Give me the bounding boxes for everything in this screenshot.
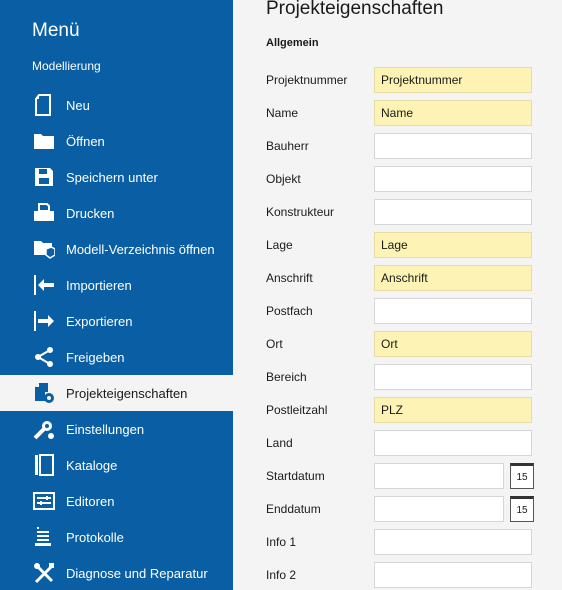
menu-item-label: Exportieren <box>66 313 133 329</box>
startdatum-input[interactable] <box>374 463 504 489</box>
page-title: Projekteigenschaften <box>266 0 444 19</box>
menu-item-modell-verzeichnis[interactable] <box>0 231 233 267</box>
field-label: Enddatum <box>266 502 321 516</box>
row-enddatum <box>233 496 562 522</box>
menu-item-einstellungen[interactable] <box>0 411 233 447</box>
row-bereich <box>233 364 562 390</box>
postfach-input[interactable] <box>374 298 532 324</box>
field-label: Startdatum <box>266 469 325 483</box>
row-name <box>233 100 562 126</box>
save-icon <box>32 165 56 189</box>
bauherr-input[interactable] <box>374 133 532 159</box>
info2-input[interactable] <box>374 562 532 588</box>
menu-item-exportieren[interactable] <box>0 303 233 339</box>
menu-item-label: Importieren <box>66 277 132 293</box>
folder-icon <box>32 129 56 153</box>
field-label: Anschrift <box>266 271 313 285</box>
bereich-input[interactable] <box>374 364 532 390</box>
row-info2 <box>233 562 562 588</box>
field-label: Projektnummer <box>266 73 348 87</box>
menu-item-label: Neu <box>66 97 90 113</box>
info1-input[interactable] <box>374 529 532 555</box>
menu-item-diagnose-reparatur[interactable] <box>0 555 233 590</box>
menu-title: Menü <box>32 20 80 41</box>
menu-subtitle: Modellierung <box>32 59 101 73</box>
menu-item-label: Einstellungen <box>66 421 145 437</box>
import-icon <box>32 273 56 297</box>
menu-item-projekteigenschaften[interactable] <box>0 375 233 411</box>
row-land <box>233 430 562 456</box>
section-title: Allgemein <box>266 37 319 49</box>
ort-input[interactable] <box>374 331 532 357</box>
folder-model-icon <box>32 237 56 261</box>
enddatum-input[interactable] <box>374 496 504 522</box>
menu-item-speichern-unter[interactable] <box>0 159 233 195</box>
row-bauherr <box>233 133 562 159</box>
field-label: Objekt <box>266 172 301 186</box>
name-input[interactable] <box>374 100 532 126</box>
field-label: Ort <box>266 337 283 351</box>
field-label: Info 2 <box>266 568 297 582</box>
settings-icon <box>32 417 56 441</box>
objekt-input[interactable] <box>374 166 532 192</box>
field-label: Land <box>266 436 293 450</box>
menu-item-importieren[interactable] <box>0 267 233 303</box>
projektnummer-input[interactable] <box>374 67 532 93</box>
row-konstrukteur <box>233 199 562 225</box>
menu-item-label: Drucken <box>66 205 115 221</box>
konstrukteur-input[interactable] <box>374 199 532 225</box>
project-properties-icon <box>32 381 56 405</box>
print-icon <box>32 201 56 225</box>
menu-item-oeffnen[interactable] <box>0 123 233 159</box>
menu-item-protokolle[interactable] <box>0 519 233 555</box>
field-label: Postfach <box>266 304 313 318</box>
row-info1 <box>233 529 562 555</box>
field-label: Info 1 <box>266 535 297 549</box>
field-label: Konstrukteur <box>266 205 335 219</box>
menu-item-label: Speichern unter <box>66 169 158 185</box>
land-input[interactable] <box>374 430 532 456</box>
field-label: Name <box>266 106 299 120</box>
new-file-icon <box>32 93 56 117</box>
catalog-icon <box>32 453 56 477</box>
log-icon <box>32 525 56 549</box>
menu-item-label: Editoren <box>66 493 115 509</box>
menu-item-label: Protokolle <box>66 529 124 545</box>
menu-item-editoren[interactable] <box>0 483 233 519</box>
field-label: Postleitzahl <box>266 403 328 417</box>
menu-item-neu[interactable] <box>0 87 233 123</box>
row-startdatum <box>233 463 562 489</box>
menu-item-label: Projekteigenschaften <box>66 385 188 401</box>
startdatum-calendar-button[interactable]: 15 <box>510 463 534 489</box>
field-label: Bereich <box>266 370 307 384</box>
content-panel <box>233 0 562 590</box>
menu-item-label: Modell-Verzeichnis öffnen <box>66 241 215 257</box>
row-anschrift <box>233 265 562 291</box>
menu-item-label: Diagnose und Reparatur <box>66 565 208 581</box>
sidebar <box>0 0 233 590</box>
menu-item-drucken[interactable] <box>0 195 233 231</box>
anschrift-input[interactable] <box>374 265 532 291</box>
lage-input[interactable] <box>374 232 532 258</box>
row-objekt <box>233 166 562 192</box>
postleitzahl-input[interactable] <box>374 397 532 423</box>
row-projektnummer <box>233 67 562 93</box>
menu-item-label: Freigeben <box>66 349 125 365</box>
field-label: Bauherr <box>266 139 309 153</box>
row-postleitzahl <box>233 397 562 423</box>
enddatum-calendar-button[interactable]: 15 <box>510 496 534 522</box>
repair-icon <box>32 561 56 585</box>
field-label: Lage <box>266 238 293 252</box>
editor-icon <box>32 489 56 513</box>
menu-list <box>0 87 233 590</box>
share-icon <box>32 345 56 369</box>
row-postfach <box>233 298 562 324</box>
row-lage <box>233 232 562 258</box>
export-icon <box>32 309 56 333</box>
menu-item-label: Öffnen <box>66 133 105 149</box>
row-ort <box>233 331 562 357</box>
menu-item-freigeben[interactable] <box>0 339 233 375</box>
menu-item-kataloge[interactable] <box>0 447 233 483</box>
menu-item-label: Kataloge <box>66 457 118 473</box>
